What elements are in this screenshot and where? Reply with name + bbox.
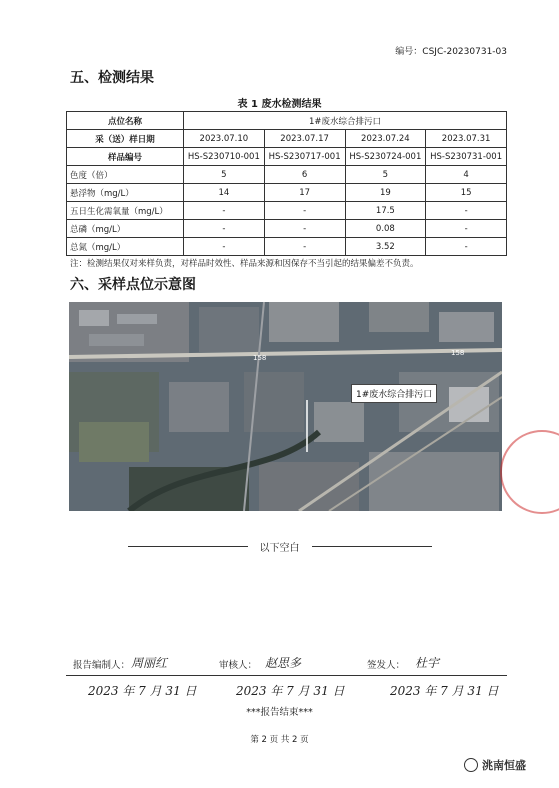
table-note: 注：检测结果仅对来样负责，对样品时效性、样品来源和因保存不当引起的结果偏差不负责。 [70, 259, 419, 269]
table-row [67, 202, 507, 220]
value-cell: 17 [264, 184, 345, 202]
company-seal [500, 430, 559, 514]
compiler-date: 2023 年 7 月 31 日 [88, 684, 197, 698]
table-row-point [67, 112, 507, 130]
sample-cell: HS-S230731-001 [426, 148, 507, 166]
sample-cell: HS-S230710-001 [184, 148, 265, 166]
report-number: 编号：CSJC-20230731-03 [395, 47, 507, 57]
issuer-label: 签发人： [367, 660, 406, 671]
table-row-samples [67, 148, 507, 166]
value-cell: - [264, 238, 345, 256]
watermark [456, 757, 552, 779]
signature-line [66, 675, 507, 676]
parameter-name: 色度（倍） [67, 166, 184, 184]
value-cell: - [426, 220, 507, 238]
blank-below-text: 以下空白 [259, 543, 300, 554]
road-tag: 158 [253, 354, 267, 362]
date-cell: 2023.07.17 [264, 130, 345, 148]
section-title-map: 六、采样点位示意图 [70, 277, 196, 293]
sample-label: 样品编号 [67, 148, 184, 166]
point-label: 点位名称 [67, 112, 184, 130]
value-cell: - [184, 238, 265, 256]
value-cell: 5 [345, 166, 426, 184]
wechat-icon [464, 758, 478, 772]
parameter-name: 五日生化需氧量（mg/L） [67, 202, 184, 220]
value-cell: - [426, 238, 507, 256]
date-label: 采（送）样日期 [67, 130, 184, 148]
parameter-name: 总氮（mg/L） [67, 238, 184, 256]
date-cell: 2023.07.10 [184, 130, 265, 148]
parameter-name: 悬浮物（mg/L） [67, 184, 184, 202]
divider-line [312, 546, 432, 547]
parameter-name: 总磷（mg/L） [67, 220, 184, 238]
sampling-map [69, 302, 502, 511]
sample-cell: HS-S230717-001 [264, 148, 345, 166]
value-cell: 5 [184, 166, 265, 184]
value-cell: - [264, 202, 345, 220]
table-row [67, 166, 507, 184]
value-cell: 17.5 [345, 202, 426, 220]
outfall-label: 1#废水综合排污口 [351, 384, 437, 403]
results-table [66, 111, 507, 256]
road-tag: 158 [451, 349, 465, 357]
section-title-results: 五、检测结果 [70, 70, 154, 86]
value-cell: 14 [184, 184, 265, 202]
value-cell: 15 [426, 184, 507, 202]
table-row [67, 238, 507, 256]
value-cell: 3.52 [345, 238, 426, 256]
issuer-signature: 杜宇 [415, 656, 440, 670]
value-cell: - [426, 202, 507, 220]
value-cell: - [184, 202, 265, 220]
date-cell: 2023.07.31 [426, 130, 507, 148]
value-cell: 0.08 [345, 220, 426, 238]
sample-cell: HS-S230724-001 [345, 148, 426, 166]
reviewer-signature: 赵思多 [265, 656, 302, 670]
value-cell: - [184, 220, 265, 238]
value-cell: 6 [264, 166, 345, 184]
table-row [67, 220, 507, 238]
value-cell: - [264, 220, 345, 238]
table-row [67, 184, 507, 202]
compiler-signature: 周丽红 [131, 656, 168, 670]
satellite-image [69, 302, 502, 511]
value-cell: 4 [426, 166, 507, 184]
reviewer-label: 审核人： [219, 660, 258, 671]
issuer-date: 2023 年 7 月 31 日 [390, 684, 499, 698]
compiler-label: 报告编制人： [73, 660, 131, 671]
report-end: ***报告结束*** [246, 707, 313, 718]
table-caption: 表 1 废水检测结果 [237, 99, 322, 110]
watermark-text: 洮南恒盛 [482, 759, 526, 772]
page-number: 第 2 页 共 2 页 [250, 735, 309, 745]
reviewer-date: 2023 年 7 月 31 日 [236, 684, 345, 698]
point-value: 1#废水综合排污口 [184, 112, 507, 130]
date-cell: 2023.07.24 [345, 130, 426, 148]
value-cell: 19 [345, 184, 426, 202]
table-row-dates [67, 130, 507, 148]
